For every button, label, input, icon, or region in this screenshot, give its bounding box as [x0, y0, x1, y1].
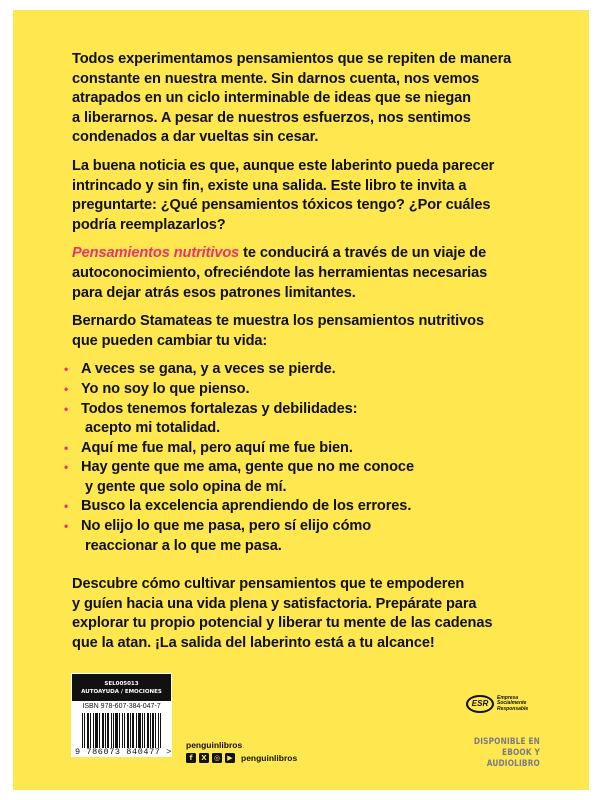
intro-paragraph: [72, 50, 542, 148]
social-links: [186, 752, 297, 764]
publisher-dot: .: [242, 740, 245, 750]
esr-line: Empresa: [497, 694, 519, 701]
list-item-text: Yo no soy lo que pienso.: [81, 380, 250, 397]
bullet-icon: •: [64, 499, 69, 514]
publisher-name: penguinlibros: [186, 740, 243, 750]
text-line: condenados a dar vueltas sin cesar.: [72, 129, 319, 146]
text-line: que la atan. ¡La salida del laberinto está a tu alcance!: [72, 635, 435, 652]
x-icon[interactable]: X: [199, 753, 209, 763]
category-label: AUTOAYUDA / EMOCIONES: [81, 689, 162, 695]
isbn-barcode: [71, 673, 172, 757]
bullet-icon: •: [64, 401, 69, 416]
back-cover-text: [64, 50, 542, 663]
list-item-text: reaccionar a lo que me pasa.: [85, 537, 282, 554]
text-fragment: te conducirá a través de un viaje de: [239, 245, 487, 262]
esr-line: Responsable: [497, 705, 529, 712]
text-line: podría reemplazarlos?: [72, 216, 226, 233]
barcode-header: [72, 674, 171, 701]
list-item-text: acepto mi totalidad.: [85, 420, 221, 437]
social-handle: penguinlibros: [241, 753, 298, 763]
text-line: y guíen hacia una vida plena y satisfactoria. Prepárate para: [72, 595, 477, 612]
esr-badge: [466, 695, 528, 713]
bullet-icon: •: [64, 440, 69, 455]
list-item-text: No elijo lo que me pasa, pero sí elijo cómo: [81, 518, 372, 535]
esr-line: Socialmente: [497, 700, 527, 707]
bullet-icon: •: [64, 460, 69, 475]
bullet-icon: •: [64, 519, 69, 534]
instagram-icon[interactable]: ◎: [213, 754, 221, 762]
list-item-text: Busco la excelencia aprendiendo de los errores.: [81, 498, 412, 515]
list-item-text: Todos tenemos fortalezas y debilidades:: [81, 400, 358, 417]
esr-logo-icon: ESR: [466, 695, 494, 713]
text-line: a liberarnos. A pesar de nuestros esfuerzos, nos sentimos: [72, 109, 471, 126]
author-paragraph: [72, 312, 542, 351]
availability-line: EBOOK Y AUDIOLIBRO: [486, 748, 540, 769]
list-item: [64, 360, 542, 380]
barcode-digits: 9 786073 840477 >: [75, 747, 172, 757]
list-item-text: Aquí me fue mal, pero aquí me fue bien.: [81, 439, 353, 456]
list-item-text: A veces se gana, y a veces se pierde.: [81, 361, 336, 378]
list-item-text: y gente que solo opina de mí.: [85, 478, 287, 495]
text-line: constante en nuestra mente. Sin darnos cuenta, nos vemos: [72, 70, 480, 87]
facebook-icon[interactable]: f: [186, 753, 196, 763]
youtube-icon[interactable]: ▶: [225, 753, 235, 763]
list-item: [64, 439, 542, 459]
text-line: Descubre cómo cultivar pensamientos que te empoderen: [72, 576, 465, 593]
esr-label: [497, 696, 528, 713]
list-item: [64, 458, 542, 497]
barcode-bars: [82, 713, 171, 748]
publisher-website[interactable]: [186, 739, 297, 751]
list-item-text: Hay gente que me ama, gente que no me conoce: [81, 459, 414, 476]
book-title: Pensamientos nutritivos: [72, 245, 240, 262]
list-item: [64, 400, 542, 439]
publisher-info: [186, 739, 297, 764]
bullet-icon: •: [64, 381, 69, 396]
list-item: [64, 380, 542, 400]
text-line: Bernardo Stamateas te muestra los pensamientos nutritivos: [72, 313, 484, 330]
isbn-number: ISBN 978-607-384-047-7: [82, 703, 161, 710]
text-line: para dejar atrás esos patrones limitantes.: [72, 284, 356, 301]
book-pitch-paragraph: [72, 244, 542, 303]
text-line: que pueden cambiar tu vida:: [72, 332, 268, 349]
list-item: [64, 497, 542, 517]
text-line: explorar tu propio potencial y liberar tu mente de las cadenas: [72, 615, 493, 632]
availability-line: DISPONIBLE EN: [473, 737, 540, 747]
text-line: La buena noticia es que, aunque este laberinto pueda parecer: [72, 157, 495, 174]
closing-paragraph: [72, 575, 542, 653]
bullet-icon: •: [64, 362, 69, 377]
text-line: atrapados en un ciclo interminable de ideas que se niegan: [72, 90, 471, 107]
thoughts-list: [64, 360, 542, 556]
text-line: Todos experimentamos pensamientos que se repiten de manera: [72, 51, 512, 67]
text-line: intrincado y sin fin, existe una salida. Este libro te invita a: [72, 177, 467, 194]
product-code: SEL005013: [104, 681, 139, 687]
text-line: preguntarte: ¿Qué pensamientos tóxicos tengo? ¿Por cuáles: [72, 197, 491, 214]
availability-note: [466, 737, 540, 770]
good-news-paragraph: [72, 157, 542, 235]
text-line: autoconocimiento, ofreciéndote las herramientas necesarias: [72, 264, 488, 281]
list-item: [64, 517, 542, 556]
text-line: [72, 244, 542, 264]
